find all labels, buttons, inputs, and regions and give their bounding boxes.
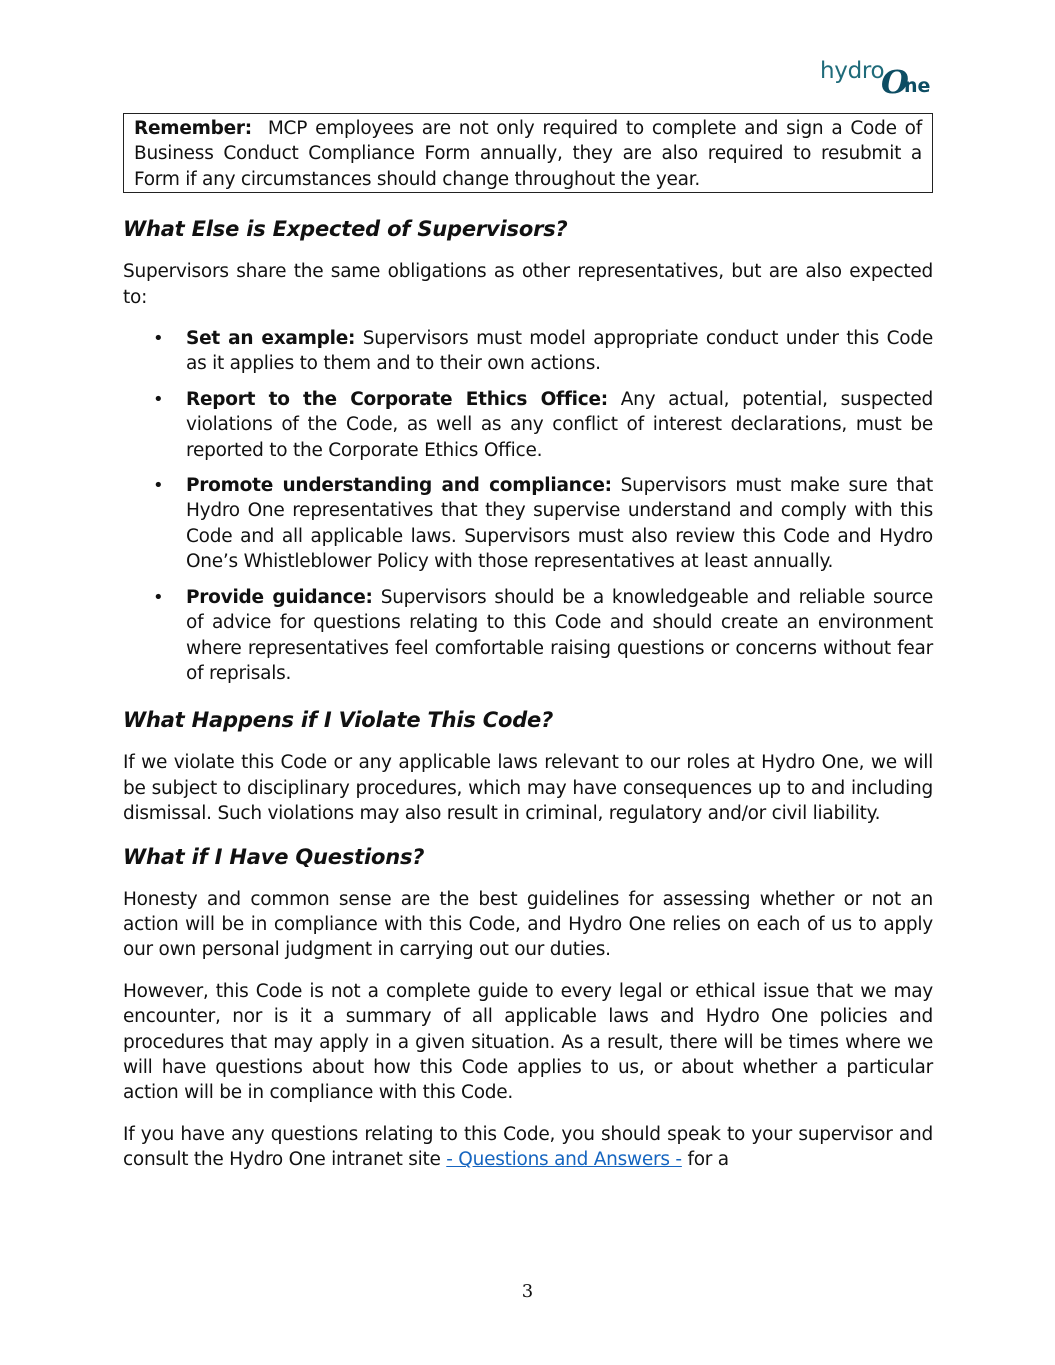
violations-paragraph: If we violate this Code or any applicable laws relevant to our roles at Hydro One, we will be subject to disciplinary procedures, which may have consequences up to and including dismissal. Such violations may also result in criminal, regulatory and/or civil liability. xyxy=(123,752,933,825)
list-item-text: Supervisors must model appropriate conduct under this Code as it applies to them and to their own actions. xyxy=(186,328,933,375)
list-item-text: Supervisors should be a knowledgeable and reliable source of advice for questions relating to this Code and should create an environment where representatives feel comfortable raising questions or concerns without fear of reprisals. xyxy=(186,586,933,684)
document-body xyxy=(123,113,933,1189)
bullet-icon: • xyxy=(153,586,164,608)
list-item-title: Provide guidance: xyxy=(186,586,373,608)
questions-p3-text: If you have any questions relating to this Code, you should speak to your supervisor and consult the Hydro One intranet site xyxy=(123,1123,933,1171)
list-item xyxy=(123,326,933,377)
list-item xyxy=(123,387,933,463)
section-heading-questions: What if I Have Questions? xyxy=(123,844,425,869)
questions-paragraph-1: Honesty and common sense are the best guidelines for assessing whether or not an action will be in compliance with this Code, and Hydro One relies on each of us to apply our own personal judgment in carrying out our duties. xyxy=(123,888,933,961)
list-item xyxy=(123,585,933,687)
remember-callout xyxy=(123,113,933,193)
remember-label: Remember: xyxy=(134,118,252,139)
questions-paragraph-2: However, this Code is not a complete guide to every legal or ethical issue that we may encounter, nor is it a summary of all applicable laws and Hydro One policies and procedures that may apply in a given situation. As a result, there will be times where we will have questions about how this Code applies to us, or about whether a particular action will be in compliance with this Code. xyxy=(123,980,933,1104)
list-item xyxy=(123,473,933,575)
list-item-title: Report to the Corporate Ethics Office: xyxy=(186,388,608,410)
list-item-title: Set an example: xyxy=(186,328,356,350)
questions-and-answers-link[interactable]: - Questions and Answers - xyxy=(446,1149,682,1171)
bullet-icon: • xyxy=(153,388,164,410)
questions-p3-tail: for a xyxy=(681,1149,729,1171)
list-item-text: Supervisors must make sure that Hydro One representatives that they supervise understand and comply with this Code and all applicable laws. Supervisors must also review this Code and Hydro One’s Whistleblower Policy with those representatives at least annually. xyxy=(186,475,933,573)
supervisor-duties-list xyxy=(123,326,933,686)
logo-word: hydro xyxy=(820,58,885,84)
remember-text: MCP employees are not only required to complete and sign a Code of Business Conduct Compliance Form annually, they are also required to resubmit a Form if any circumstances should change throughout the year. xyxy=(134,118,922,190)
logo-o-letter: O xyxy=(881,63,909,101)
page-number: 3 xyxy=(521,1281,534,1302)
bullet-icon: • xyxy=(153,328,164,350)
hydro-one-logo xyxy=(812,56,937,100)
bullet-icon: • xyxy=(153,475,164,497)
logo-ne-letters: ne xyxy=(904,75,931,97)
list-item-text: Any actual, potential, suspected violations of the Code, as well as any conflict of interest declarations, must be reported to the Corporate Ethics Office. xyxy=(186,388,933,461)
list-item-title: Promote understanding and compliance: xyxy=(186,475,612,497)
questions-paragraph-3 xyxy=(123,1122,933,1173)
section-heading-violations: What Happens if I Violate This Code? xyxy=(123,708,554,733)
section-heading-supervisors: What Else is Expected of Supervisors? xyxy=(123,217,568,242)
supervisors-intro: Supervisors share the same obligations as other representatives, but are also expected to: xyxy=(123,261,933,308)
